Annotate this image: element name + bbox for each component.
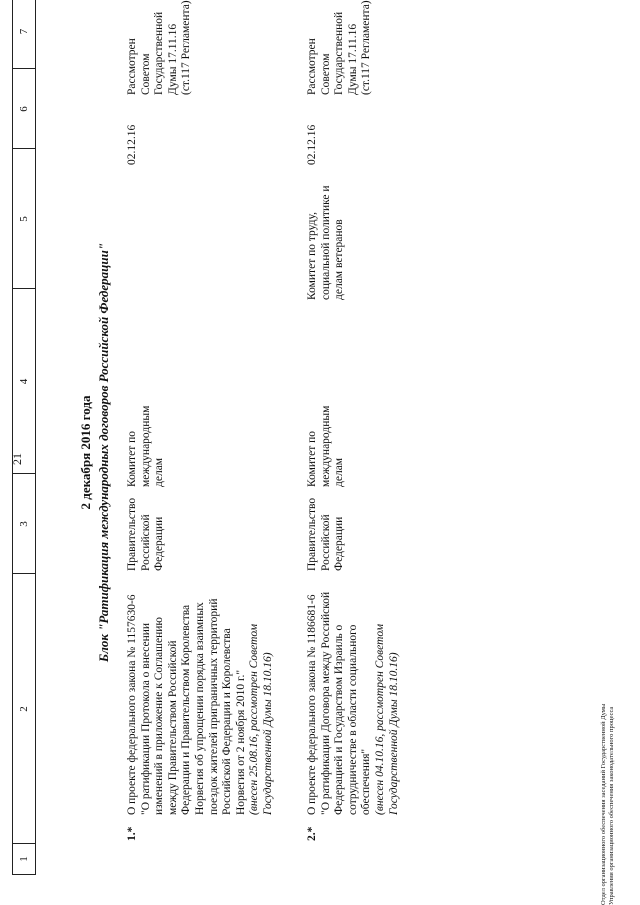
footer-line-2: Управления организационного обеспечения законодательного процесса bbox=[608, 706, 615, 905]
row-note: (внесен 04.10.16, рассмотрен Советом Государственной Думы 18.10.16) bbox=[373, 623, 400, 815]
header-col-6: 6 bbox=[13, 68, 35, 149]
row-author: Правительство Российской Федерации bbox=[126, 497, 166, 571]
row-note: (внесен 25.08.16, рассмотрен Советом Государственной Думы 18.10.16) bbox=[248, 623, 274, 815]
block-heading: Блок "Ратификация международных договоров Российской Федерации" bbox=[96, 242, 111, 663]
date-heading: 2 декабря 2016 года bbox=[78, 395, 93, 510]
row-status: Рассмотрен Советом Государственной Думы 17.11.16 (ст.117 Регламента) bbox=[306, 0, 373, 95]
row-committee: Комитет по международным делам bbox=[306, 405, 346, 487]
footer-line-1: Отдел организационного обеспечения заседаний Государственной Думы bbox=[600, 703, 607, 905]
row-status: Рассмотрен Советом Государственной Думы 17.11.16 (ст.117 Регламента) bbox=[126, 0, 193, 95]
row-title-cell bbox=[306, 590, 401, 815]
header-col-5: 5 bbox=[13, 148, 35, 289]
row-number: 1.* bbox=[126, 826, 138, 841]
header-col-7: 7 bbox=[18, 28, 30, 35]
column-header-row bbox=[12, 0, 36, 875]
header-col-4: 4 bbox=[13, 288, 35, 474]
row-title: О проекте федерального закона № 1186681-6 "О ратификации Договора между Российской Федерацией и Государством Израиль о сотрудничестве в области социального обеспечения" bbox=[306, 591, 373, 815]
header-col-2: 2 bbox=[13, 573, 35, 844]
header-col-1: 1 bbox=[13, 843, 35, 874]
header-col-3: 3 bbox=[13, 473, 35, 574]
row-committee: Комитет по международным делам bbox=[126, 405, 166, 487]
row-col5: Комитет по труду, социальной политике и делам ветеранов bbox=[306, 185, 346, 300]
page-number: 21 bbox=[10, 453, 24, 465]
row-date: 02.12.16 bbox=[126, 124, 138, 165]
row-author: Правительство Российской Федерации bbox=[306, 497, 346, 571]
row-date: 02.12.16 bbox=[306, 124, 318, 165]
row-title-cell bbox=[126, 590, 276, 815]
row-number: 2.* bbox=[306, 826, 318, 841]
row-title: О проекте федерального закона № 1157630-6 "О ратификации Протокола о внесении изменений в приложение к Соглашению между Правительством Российской Федерации и Правительством Королевства Норвегия об упрощении порядка взаимных поездок жителей приграничных территорий Российской Федерации и Королевства Норвегия от 2 ноября 2010 г." bbox=[126, 594, 247, 815]
footer bbox=[600, 505, 616, 905]
